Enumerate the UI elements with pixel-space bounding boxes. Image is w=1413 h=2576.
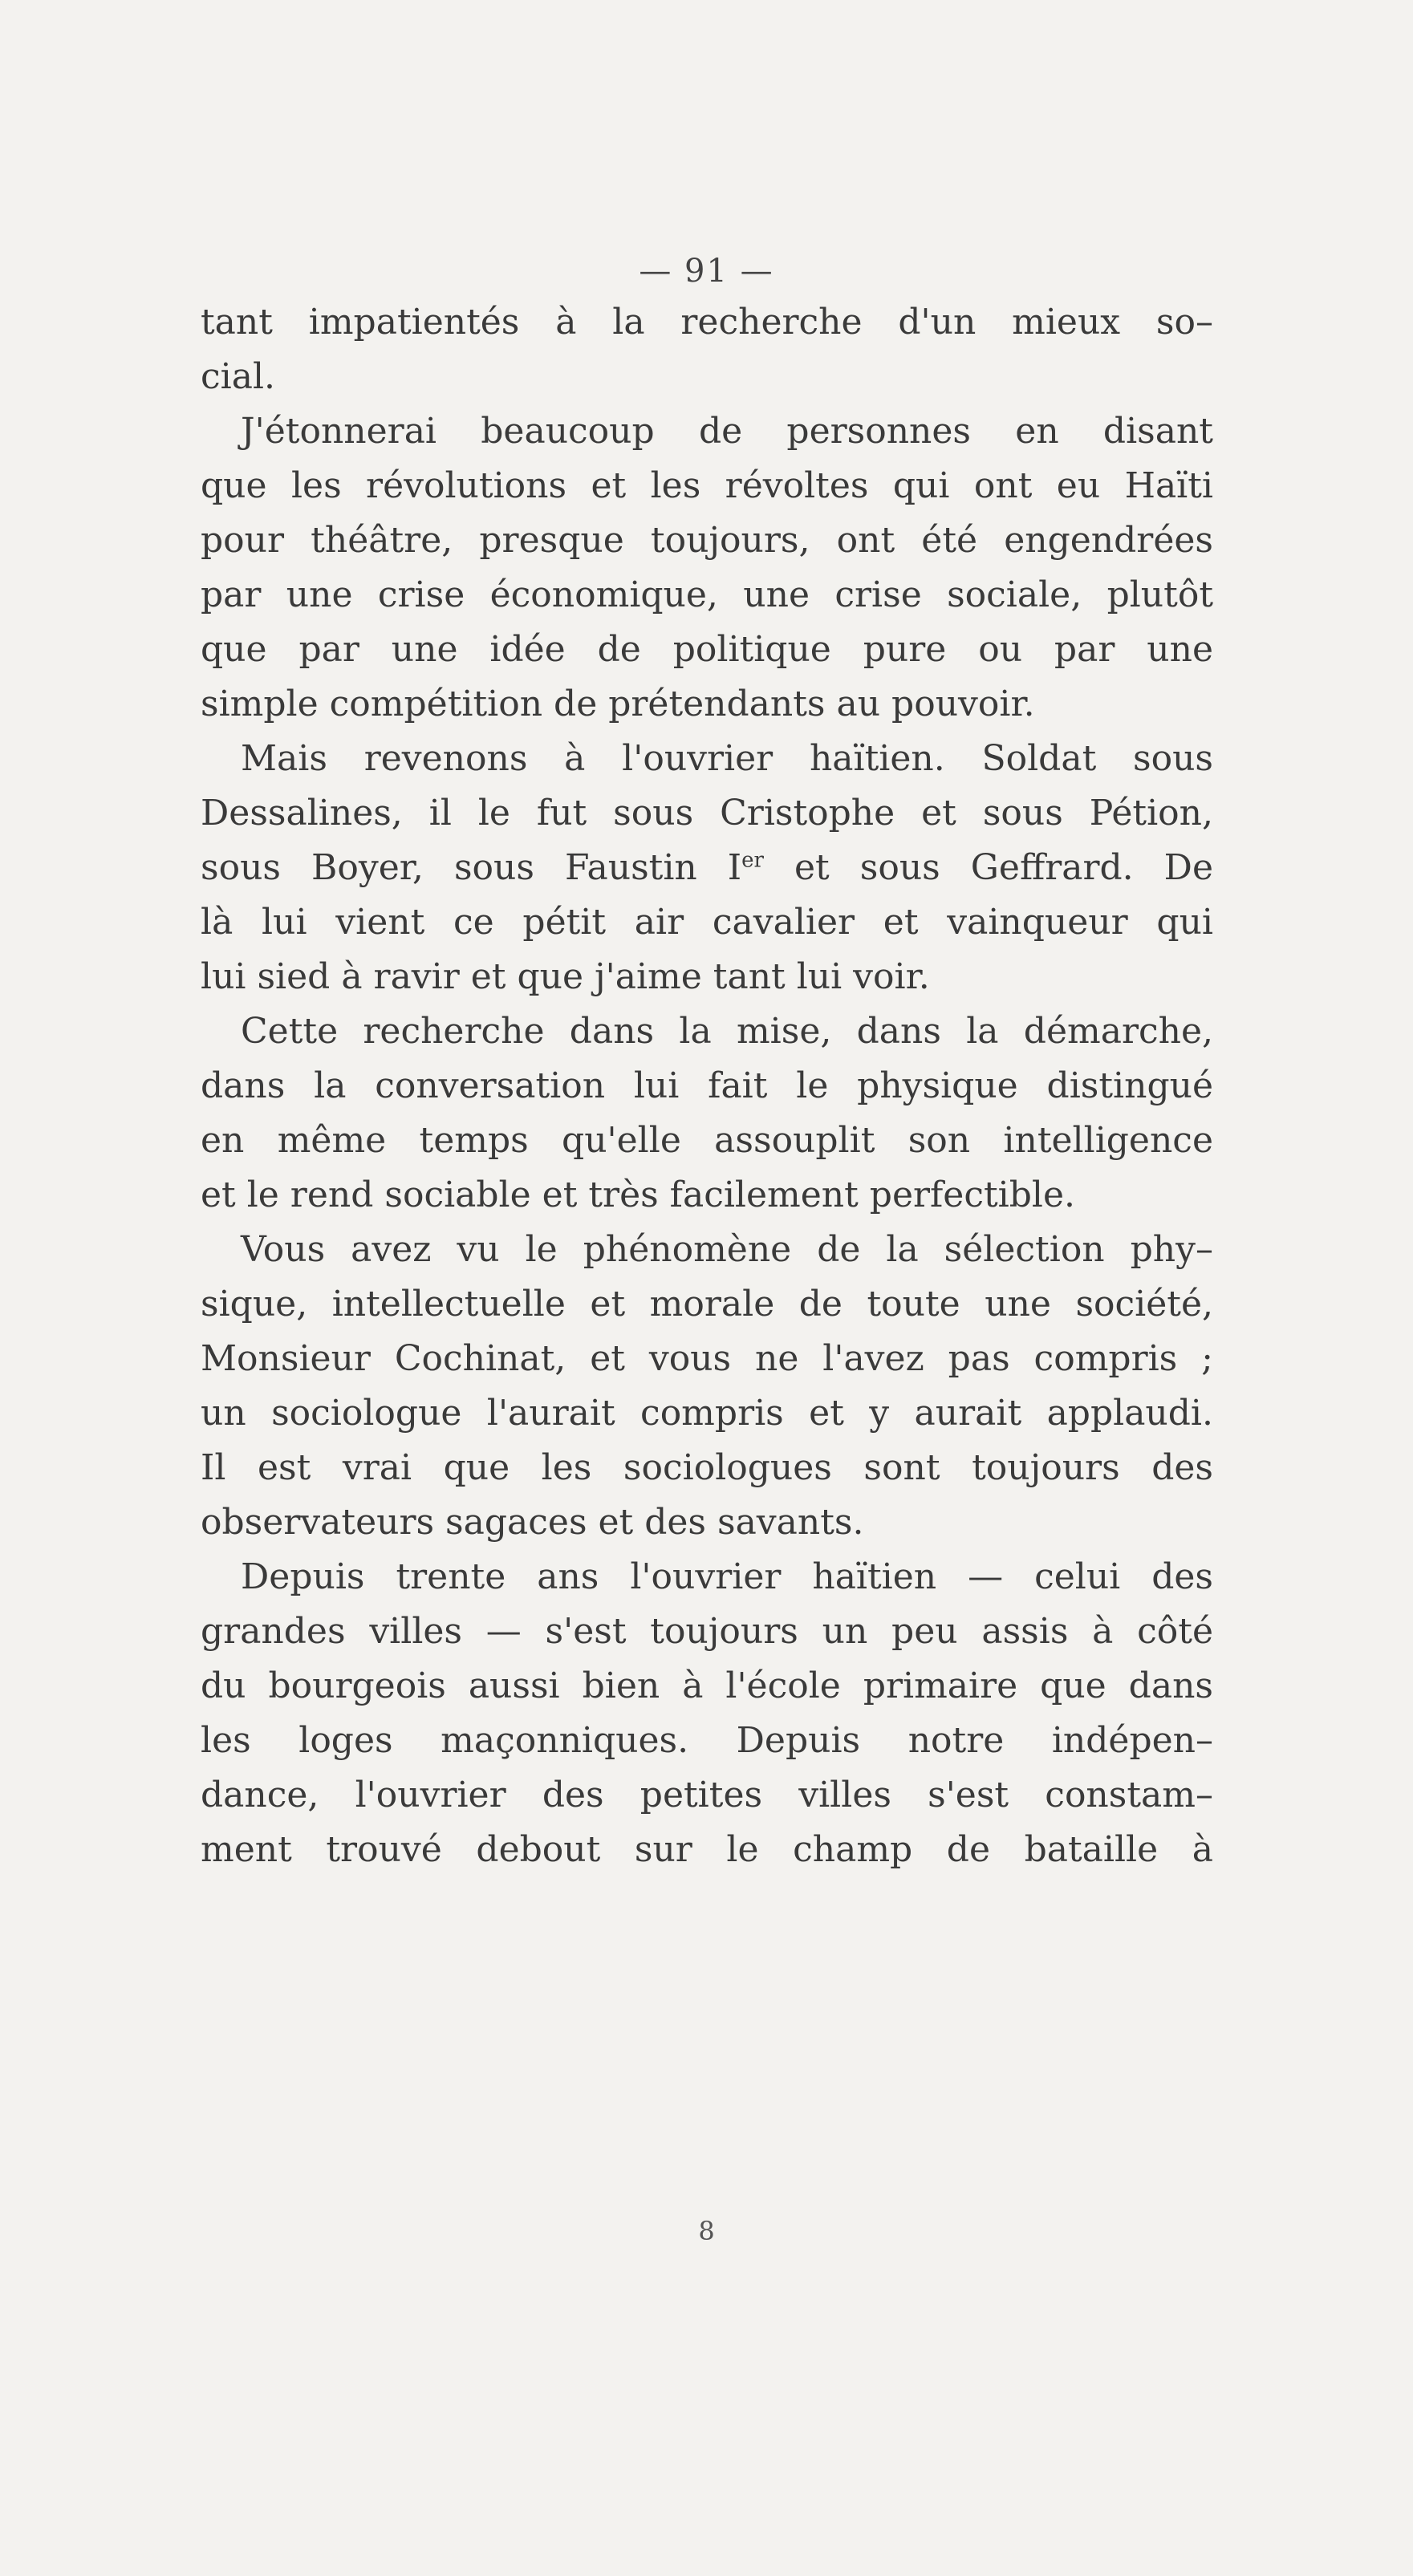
text-line: les loges maçonniques. Depuis notre indépen– [201,1720,1213,1761]
text-line: en même temps qu'elle assouplit son intelligence [201,1120,1213,1161]
text-line: lui sied à ravir et que j'aime tant lui voir. [201,956,930,997]
text-line: du bourgeois aussi bien à l'école primaire que dans [201,1665,1213,1706]
text-line: Vous avez vu le phénomène de la sélection phy– [241,1229,1213,1270]
text-line: là lui vient ce pétit air cavalier et vainqueur qui [201,902,1213,943]
text-line: simple compétition de prétendants au pouvoir. [201,684,1035,724]
text-line: observateurs sagaces et des savants. [201,1502,864,1543]
text-line: cial. [201,356,276,397]
signature-mark: 8 [698,2216,715,2246]
text-line: Il est vrai que les sociologues sont toujours des [201,1447,1213,1488]
text-line: un sociologue l'aurait compris et y aurait applaudi. [201,1393,1213,1434]
text-line: Depuis trente ans l'ouvrier haïtien — celui des [241,1556,1213,1597]
body-text [201,295,1213,1877]
text-line: dans la conversation lui fait le physique distingué [201,1065,1213,1106]
text-line: Dessalines, il le fut sous Cristophe et sous Pétion, [201,793,1213,834]
text-line: J'étonnerai beaucoup de personnes en disant [241,411,1213,452]
text-line: que par une idée de politique pure ou par une [201,629,1213,670]
text-line: tant impatientés à la recherche d'un mieux so– [201,302,1213,343]
text-fragment: et sous Geffrard. De [763,847,1214,888]
text-line: sique, intellectuelle et morale de toute une société, [201,1284,1213,1325]
text-line: et le rend sociable et très facilement perfectible. [201,1174,1076,1215]
text-line: dance, l'ouvrier des petites villes s'est constam– [201,1775,1213,1815]
text-line: Cette recherche dans la mise, dans la démarche, [241,1011,1213,1052]
text-line: grandes villes — s'est toujours un peu assis à côté [201,1611,1213,1652]
superscript: er [741,848,764,873]
page-number: — 91 — [639,253,774,290]
text-fragment: sous Boyer, sous Faustin I [201,847,742,888]
text-line: pour théâtre, presque toujours, ont été engendrées [201,520,1213,561]
text-line-with-superscript [201,841,1213,895]
text-line: Monsieur Cochinat, et vous ne l'avez pas compris ; [201,1338,1213,1379]
text-line: ment trouvé debout sur le champ de bataille à [201,1829,1213,1870]
text-line: que les révolutions et les révoltes qui ont eu Haïti [201,465,1213,506]
text-line: Mais revenons à l'ouvrier haïtien. Soldat sous [241,738,1213,779]
text-line: par une crise économique, une crise sociale, plutôt [201,574,1213,615]
